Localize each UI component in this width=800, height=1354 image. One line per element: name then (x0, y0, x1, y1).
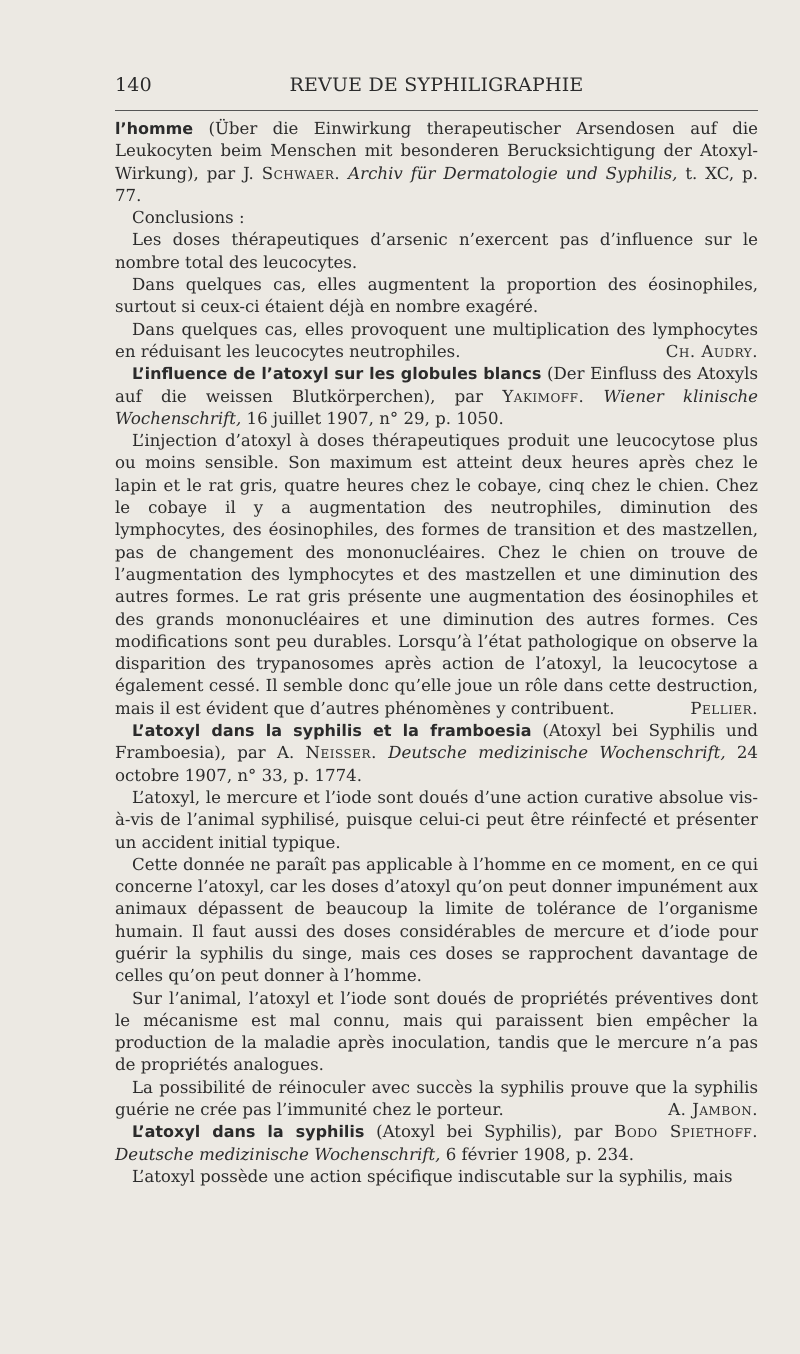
article-3-ref: 24 octobre 1907, n° 33, p. 1774. (115, 743, 758, 785)
article-1-para: Les doses thérapeutiques d’arsenic n’exercent pas d’influence sur le nombre total des leucocytes. (115, 230, 758, 272)
article-2-ref: 16 juillet 1907, n° 29, p. 1050. (241, 408, 504, 428)
article-1 (115, 118, 758, 363)
page-number: 140 (115, 74, 152, 96)
article-3-author: Neisser. (305, 743, 377, 763)
article-4-title: L’atoxyl dans la syphilis (132, 1122, 365, 1142)
article-4 (115, 1121, 758, 1188)
article-1-citation (115, 118, 758, 207)
article-3-para: Sur l’animal, l’atoxyl et l’iode sont doués de propriétés préventives dont le mécanisme est mal connu, mais qui paraissent bien empêcher la production de la maladie après inoculation, tandis que le mercure n’a pas de propriétés analogues. (115, 988, 758, 1075)
article-3-para: L’atoxyl, le mercure et l’iode sont doués d’une action curative absolue vis-à-vis de l’animal syphilisé, puisque celui-ci peut être réinfecté et présenter un accident initial typique. (115, 787, 758, 852)
article-3 (115, 720, 758, 1121)
article-4-para: L’atoxyl possède une action spécifique indiscutable sur la syphilis, mais (132, 1166, 733, 1186)
article-2-title: L’influence de l’atoxyl sur les globules blancs (132, 364, 542, 384)
article-3-signature: A. Jambon. (668, 1100, 758, 1120)
article-1-title-end: l’homme (115, 119, 194, 138)
article-4-ref: 6 février 1908, p. 234. (440, 1144, 635, 1164)
article-2-para (115, 430, 758, 720)
article-2-original-title: (Der Einfluss des Atoxyls auf die weissen Blutkörperchen), par (115, 364, 759, 406)
article-1-ref: t. XC, p. 77. (115, 163, 759, 205)
running-title: REVUE DE SYPHILIGRAPHIE (289, 74, 584, 96)
article-3-original-title: (Atoxyl bei Syphilis und Framboesia), par A. (115, 721, 759, 763)
article-1-para: Conclusions : (132, 208, 245, 228)
article-1-journal: Archiv für Dermatologie und Syphilis, (348, 163, 678, 183)
article-1-para (115, 319, 758, 364)
article-1-para: Dans quelques cas, elles augmentent la proportion des éosinophiles, surtout si ceux-ci étaient déjà en nombre exagéré. (115, 275, 758, 317)
article-3-para: Cette donnée ne paraît pas applicable à l’homme en ce moment, en ce qui concerne l’atoxyl, car les doses d’atoxyl qu’on peut donner impunément aux animaux dépassent de beaucoup la limite de tolérance de l’organisme humain. Il faut aussi des doses considérables de mercure et d’iode pour guérir la syphilis du singe, mais ces doses se rapprochent davantage de celles qu’on peut donner à l’homme. (115, 854, 758, 986)
page-body (115, 118, 758, 1188)
article-3-citation (115, 720, 758, 787)
article-4-citation (115, 1121, 758, 1166)
article-4-journal: Deutsche medizinische Wochenschrift, (115, 1144, 441, 1164)
article-2-para-text: L’injection d’atoxyl à doses thérapeutiques produit une leucocytose plus ou moins sensible. Son maximum est atteint deux heures après chez le lapin et le rat gris, quatre heures chez le cobaye, cinq chez le chien. Chez le cobaye il y a augmentation des neutrophiles, diminution des lymphocytes, des éosinophiles, des formes de transition et des mastzellen, pas de changement des mononucléaires. Chez le chien on trouve de l’augmentation des lymphocytes et des mastzellen et une diminution des autres formes. Le rat gris présente une augmentation des éosinophiles et des grands mononucléaires et une diminution des autres formes. Ces modifications sont peu durables. Lorsqu’à l’état pathologique on observe la disparition des trypanosomes après action de l’atoxyl, la leucocytose a également cessé. Il semble donc qu’elle joue un rôle dans cette destruction, mais il est évident que d’autres phénomènes y contribuent. (115, 431, 758, 718)
article-2-signature: Pellier. (690, 698, 758, 718)
article-2 (115, 363, 758, 720)
running-header (115, 74, 758, 98)
article-4-original-title: (Atoxyl bei Syphilis), par (364, 1122, 615, 1142)
article-1-original-title: (Über die Einwirkung therapeutischer Arsendosen auf die Leukocyten beim Menschen mit besonderen Berucksichtigung der Atoxyl-Wirkung), par J. (115, 119, 758, 183)
article-3-journal: Deutsche medizinische Wochenschrift, (388, 743, 726, 763)
article-1-para-text: Dans quelques cas, elles provoquent une multiplication des lymphocytes en réduisant les leucocytes neutrophiles. (115, 319, 758, 361)
article-3-para-text: La possibilité de réinoculer avec succès la syphilis prouve que la syphilis guérie ne crée pas l’immunité chez le porteur. (115, 1077, 758, 1120)
article-2-journal: Wiener klinische Wochenschrift, (115, 386, 759, 428)
article-1-author: Schwaer. (261, 163, 341, 183)
article-1-signature: Ch. Audry. (665, 341, 758, 361)
article-4-author: Bodo Spiethoff. (614, 1122, 758, 1142)
article-2-author: Yakimoff. (502, 386, 585, 406)
header-rule (115, 110, 758, 111)
article-3-para (115, 1077, 758, 1122)
article-3-title: L’atoxyl dans la syphilis et la framboesia (132, 721, 532, 741)
article-2-citation (115, 363, 758, 430)
